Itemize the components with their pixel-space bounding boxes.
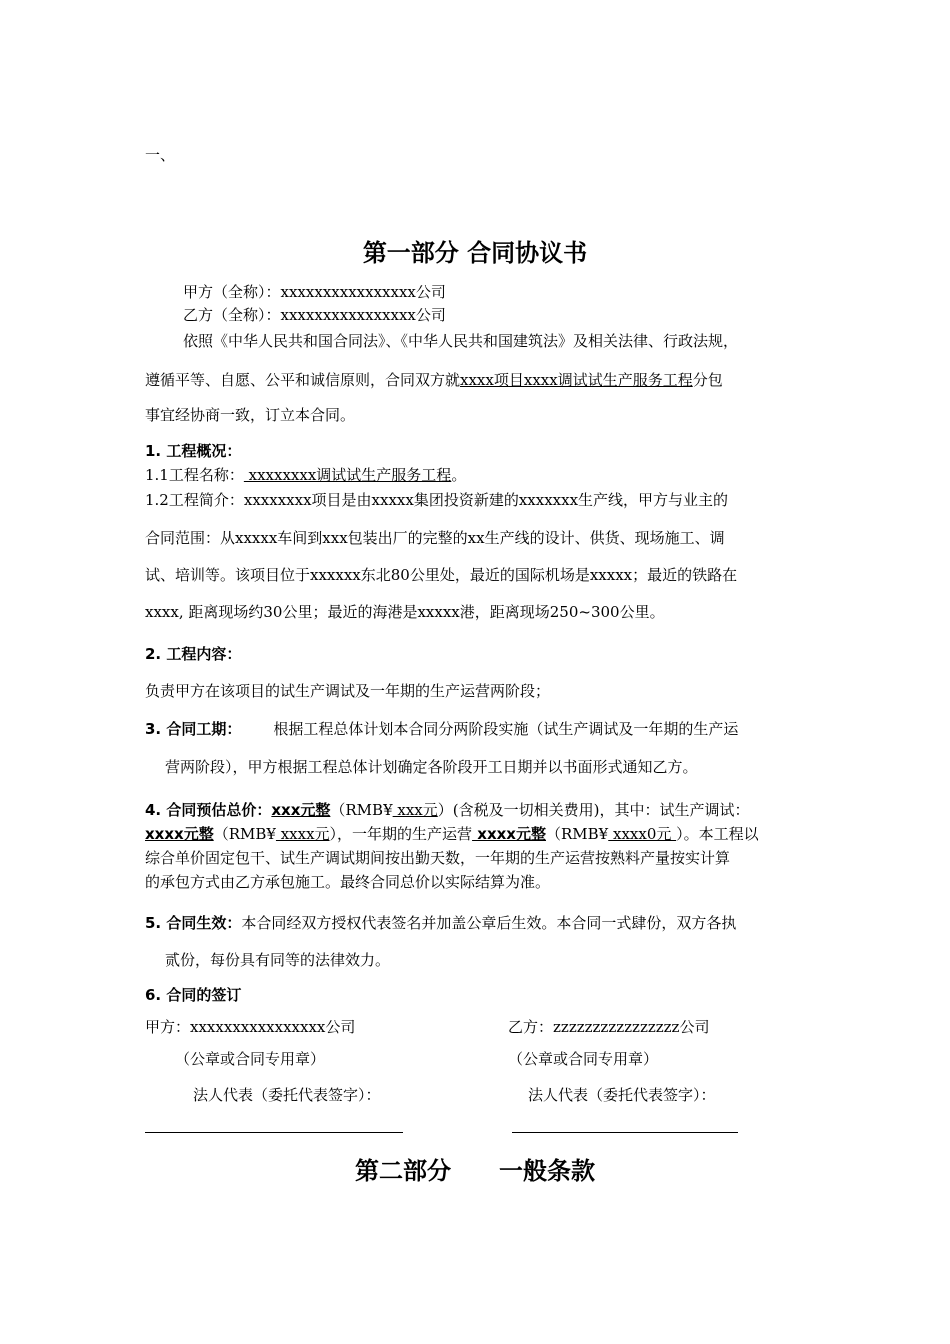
sign-party-a: 甲方：xxxxxxxxxxxxxxxx公司 [145,1018,356,1036]
project-name-line: 1.1工程名称： xxxxxxxx调试试生产服务工程。 [145,466,467,484]
rep-a: 法人代表（委托代表签字）： [193,1086,381,1104]
signature-line-b [512,1132,738,1133]
sign-party-b: 乙方：zzzzzzzzzzzzzzzz公司 [508,1018,710,1036]
seal-a: （公章或合同专用章） [175,1050,326,1068]
section2-text: 负责甲方在该项目的试生产调试及一年期的生产运营两阶段； [145,682,551,700]
rep-b: 法人代表（委托代表签字）： [528,1086,716,1104]
section4-line-2: xxxx元整（RMB¥ xxxx元），一年期的生产运营 xxxx元整（RMB¥ xxxx0元 ）。本工程以 [145,825,759,843]
section2-heading: 2. 工程内容： [145,645,242,663]
intro-line-2: 遵循平等、自愿、公平和诚信原则，合同双方就xxxx项目xxxx调试试生产服务工程分包 [145,371,723,389]
party-a-line: 甲方（全称）：xxxxxxxxxxxxxxxx公司 [183,283,446,301]
heading-marker: 一、 [145,146,176,164]
section4-line-4: 的承包方式由乙方承包施工。最终合同总价以实际结算为准。 [145,873,551,891]
section6-heading: 6. 合同的签订 [145,986,242,1004]
brief-line-1: 1.2工程简介：xxxxxxxx项目是由xxxxx集团投资新建的xxxxxxx生产线，甲方与业主的 [145,491,729,509]
section5-line-1: 5. 合同生效：本合同经双方授权代表签名并加盖公章后生效。本合同一式肆份，双方各执 [145,914,737,932]
seal-b: （公章或合同专用章） [508,1050,659,1068]
section3-line-2: 营两阶段），甲方根据工程总体计划确定各阶段开工日期并以书面形式通知乙方。 [165,758,698,776]
brief-line-4: xxxx, 距离现场约30公里；最近的海港是xxxxx港，距离现场250~300公里。 [145,603,665,621]
part2-title: 第二部分 一般条款 [355,1157,595,1185]
section4-line-3: 综合单价固定包干、试生产调试期间按出勤天数，一年期的生产运营按熟料产量按实计算 [145,849,731,867]
section1-heading: 1. 工程概况： [145,442,242,460]
intro-line-1: 依照《中华人民共和国合同法》、《中华人民共和国建筑法》及相关法律、行政法规， [183,332,739,350]
section5-line-2: 贰份，每份具有同等的法律效力。 [165,951,391,969]
signature-line-a [145,1132,403,1133]
section3-line-1: 3. 合同工期： 根据工程总体计划本合同分两阶段实施（试生产调试及一年期的生产运 [145,720,739,738]
brief-line-3: 试、培训等。该项目位于xxxxxx东北80公里处，最近的国际机场是xxxxx；最近的铁路在 [145,566,738,584]
section4-line-1: 4. 合同预估总价：xxx元整（RMB¥ xxx元）(含税及一切相关费用)，其中：试生产调试： [145,801,750,819]
party-b-line: 乙方（全称）：xxxxxxxxxxxxxxxx公司 [183,306,446,324]
intro-line-3: 事宜经协商一致，订立本合同。 [145,406,356,424]
project-name: xxxx项目xxxx调试试生产服务工程 [460,371,693,389]
brief-line-2: 合同范围：从xxxxx车间到xxx包装出厂的完整的xx生产线的设计、供货、现场施工、调 [145,529,725,547]
part1-title: 第一部分 合同协议书 [362,239,588,267]
